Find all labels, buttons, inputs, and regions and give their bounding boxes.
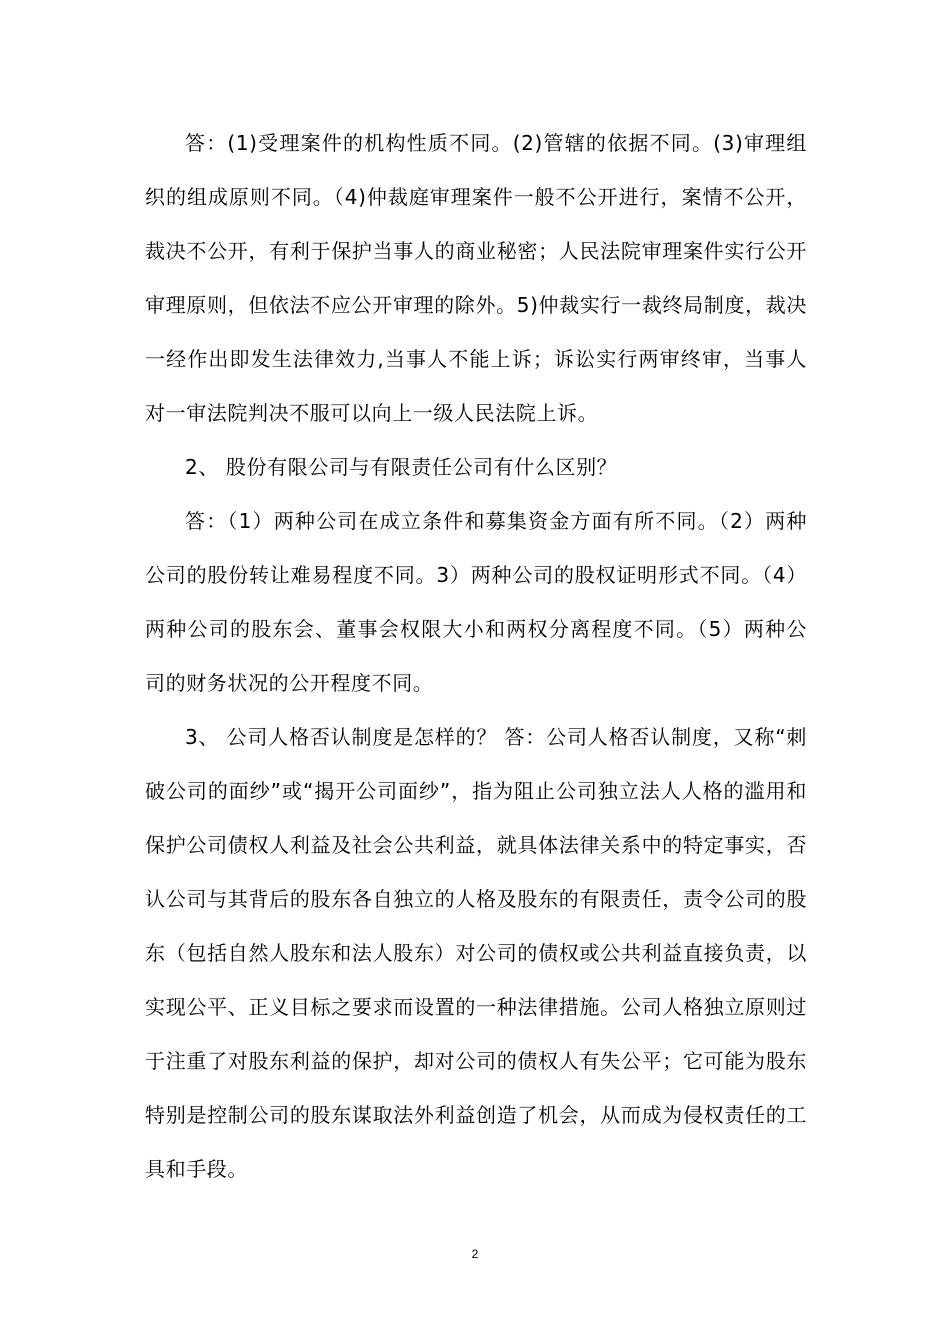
page-number: 2 [471, 1247, 479, 1261]
paragraph-answer-2: 答：（1）两种公司在成立条件和募集资金方面有所不同。（2）两种公司的股份转让难易程度不同。3）两种公司的股权证明形式不同。（4）两种公司的股东会、董事会权限大小和两权分离程度不同。（5）两种公司的财务状况的公开程度不同。 [145, 509, 807, 695]
paragraph-answer-1: 答：(1)受理案件的机构性质不同。(2)管辖的依据不同。(3)审理组织的组成原则不同。（4)仲裁庭审理案件一般不公开进行，案情不公开，裁决不公开，有利于保护当事人的商业秘密；人民法院审理案件实行公开审理原则，但依法不应公开审理的除外。5)仲裁实行一裁终局制度，裁决一经作出即发生法律效力,当事人不能上诉；诉讼实行两审终审，当事人对一审法院判决不服可以向上一级人民法院上诉。 [145, 131, 807, 425]
document-body [145, 116, 807, 1196]
paragraph-question-2: 2、 股份有限公司与有限责任公司有什么区别？ [185, 455, 618, 479]
paragraph-question-answer-3: 3、 公司人格否认制度是怎样的？ 答：公司人格否认制度，又称“刺破公司的面纱”或“揭开公司面纱”，指为阻止公司独立法人人格的滥用和保护公司债权人利益及社会公共利益，就具体法律关系中的特定事实，否认公司与其背后的股东各自独立的人格及股东的有限责任，责令公司的股东（包括自然人股东和法人股东）对公司的债权或公共利益直接负责，以实现公平、正义目标之要求而设置的一种法律措施。公司人格独立原则过于注重了对股东利益的保护，却对公司的债权人有失公平；它可能为股东特别是控制公司的股东谋取法外利益创造了机会，从而成为侵权责任的工具和手段。 [145, 725, 807, 1181]
